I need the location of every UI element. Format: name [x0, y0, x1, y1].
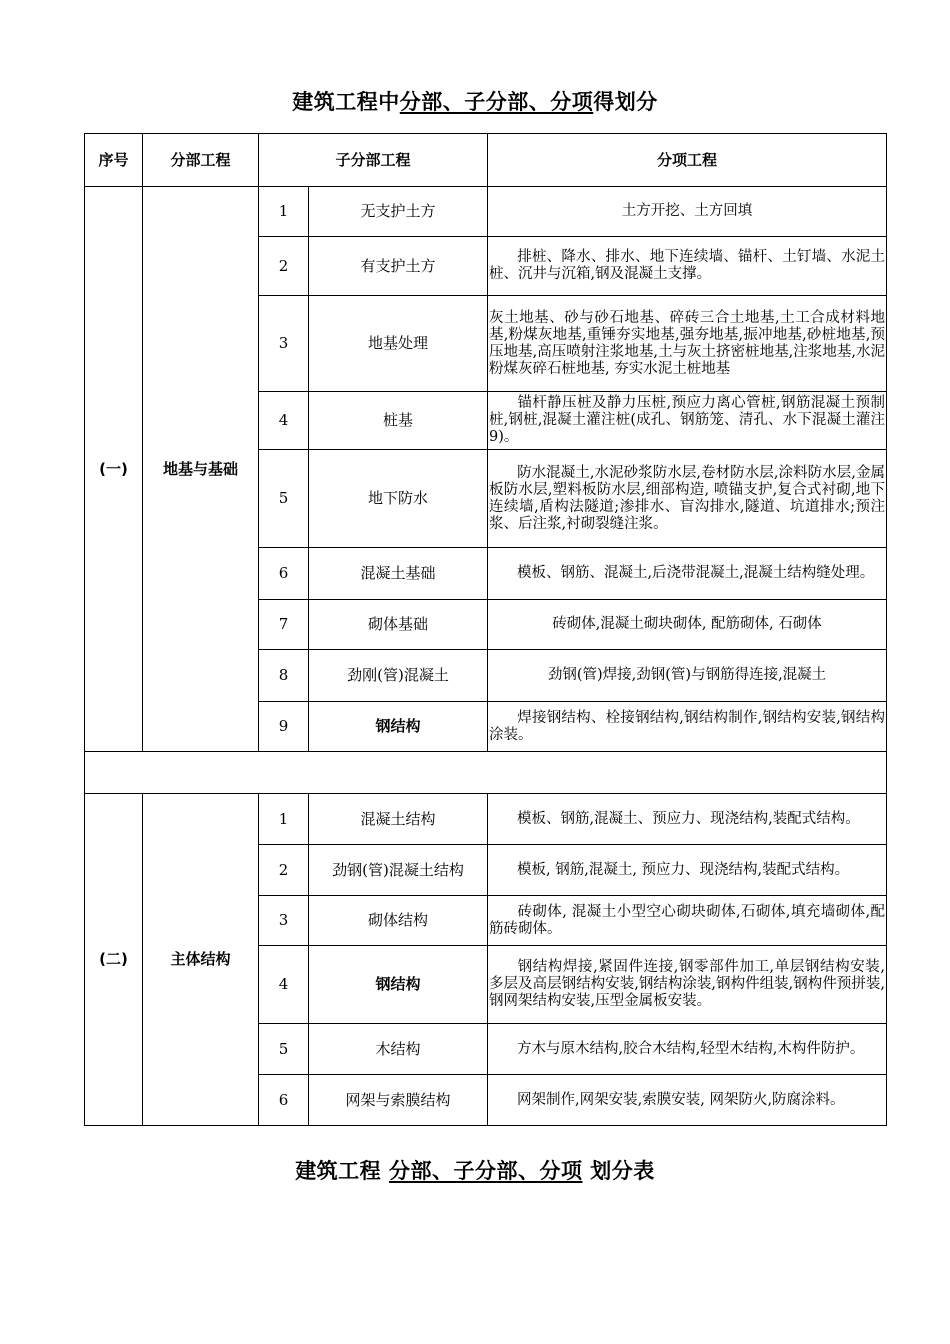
- row-number: 2: [259, 237, 309, 296]
- items-text: 防水混凝土,水泥砂浆防水层,卷材防水层,涂料防水层,金属板防水层,塑料板防水层,细部构造, 喷锚支护,复合式衬砌,地下连续墙,盾构法隧道;渗排水、盲沟排水,隧道、坑道排水;预注浆、后注浆,衬砌裂缝注浆。: [489, 464, 886, 532]
- subdivision-name: 砌体基础: [309, 600, 488, 650]
- items-cell: [488, 794, 887, 845]
- subdivision-name: 钢结构: [309, 946, 488, 1024]
- section-number: (一): [85, 187, 143, 752]
- subdivision-name: 地基处理: [309, 296, 488, 392]
- items-text: 焊接钢结构、栓接钢结构,钢结构制作,钢结构安装,钢结构涂装。: [489, 709, 886, 743]
- row-number: 3: [259, 896, 309, 946]
- items-text: 砖砌体,混凝土砌块砌体, 配筋砌体, 石砌体: [488, 600, 887, 650]
- title-part2: 分部、子分部、分项: [399, 90, 594, 114]
- division-table: [84, 133, 887, 1126]
- items-text: 排桩、降水、排水、地下连续墙、锚杆、土钉墙、水泥土桩、沉井与沉箱,钢及混凝土支撑。: [489, 249, 886, 282]
- items-cell: [488, 1024, 887, 1075]
- items-cell: [488, 237, 887, 296]
- row-number: 5: [259, 450, 309, 548]
- items-cell: [488, 896, 887, 946]
- header-subdivision: 子分部工程: [259, 134, 488, 187]
- header-row: [85, 134, 887, 187]
- items-cell: [488, 946, 887, 1024]
- header-items: 分项工程: [488, 134, 887, 187]
- header-no: 序号: [85, 134, 143, 187]
- row-number: 8: [259, 650, 309, 702]
- items-text: 土方开挖、土方回填: [488, 187, 887, 237]
- caption-part3: 划分表: [582, 1159, 655, 1183]
- row-number: 2: [259, 845, 309, 896]
- items-cell: [488, 548, 887, 600]
- title-part3: 得划分: [593, 90, 658, 114]
- subdivision-name: 木结构: [309, 1024, 488, 1075]
- subdivision-name: 砌体结构: [309, 896, 488, 946]
- row-number: 4: [259, 946, 309, 1024]
- title-part1: 建筑工程中: [292, 90, 400, 114]
- empty-cell: [85, 752, 887, 794]
- header-division: 分部工程: [143, 134, 259, 187]
- caption-part1: 建筑工程: [295, 1159, 389, 1183]
- row-number: 1: [259, 794, 309, 845]
- items-text: 网架制作,网架安装,索膜安装, 网架防火,防腐涂料。: [517, 1091, 845, 1108]
- row-number: 4: [259, 392, 309, 450]
- items-text: 模板、钢筋,混凝土、预应力、现浇结构,装配式结构。: [517, 810, 860, 827]
- items-text: 模板、钢筋、混凝土,后浇带混凝土,混凝土结构缝处理。: [517, 565, 875, 581]
- items-text: 锚杆静压桩及静力压桩,预应力离心管桩,钢筋混凝土预制桩,钢桩,混凝土灌注桩(成孔、钢筋笼、清孔、水下混凝土灌注9)。: [489, 395, 886, 445]
- items-text: 模板, 钢筋,混凝土, 预应力、现浇结构,装配式结构。: [517, 861, 850, 878]
- subdivision-name: 劲钢(管)混凝土结构: [309, 845, 488, 896]
- table-row: [85, 187, 887, 237]
- subdivision-name: 无支护土方: [309, 187, 488, 237]
- table-caption: [0, 1155, 950, 1185]
- items-text: 劲钢(管)焊接,劲钢(管)与钢筋得连接,混凝土: [488, 650, 887, 702]
- row-number: 3: [259, 296, 309, 392]
- subdivision-name: 劲刚(管)混凝土: [309, 650, 488, 702]
- row-number: 6: [259, 1075, 309, 1126]
- page-title: [0, 86, 950, 116]
- row-number: 6: [259, 548, 309, 600]
- section-name: 地基与基础: [143, 187, 259, 752]
- caption-part2: 分部、子分部、分项: [389, 1159, 583, 1183]
- items-text: 钢结构焊接,紧固件连接,钢零部件加工,单层钢结构安装, 多层及高层钢结构安装,钢结构涂装,钢构件组装,钢构件预拼装,钢网架结构安装,压型金属板安装。: [489, 959, 886, 1009]
- items-text: 方木与原木结构,胶合木结构,轻型木结构,木构件防护。: [517, 1040, 865, 1057]
- subdivision-name: 地下防水: [309, 450, 488, 548]
- subdivision-name: 混凝土结构: [309, 794, 488, 845]
- row-number: 5: [259, 1024, 309, 1075]
- row-number: 1: [259, 187, 309, 237]
- items-cell: [488, 450, 887, 548]
- spacer-row: [85, 752, 887, 794]
- items-cell: [488, 1075, 887, 1126]
- subdivision-name: 有支护土方: [309, 237, 488, 296]
- items-text: 灰土地基、砂与砂石地基、碎砖三合土地基,土工合成材料地基,粉煤灰地基,重锤夯实地基,强夯地基,振冲地基,砂桩地基,预压地基,高压喷射注浆地基,土与灰土挤密桩地基,注浆地基,水泥粉煤灰碎石桩地基, 夯实水泥土桩地基: [488, 296, 887, 392]
- section-number: (二): [85, 794, 143, 1126]
- items-cell: [488, 392, 887, 450]
- row-number: 9: [259, 702, 309, 752]
- subdivision-name: 网架与索膜结构: [309, 1075, 488, 1126]
- table-row: [85, 794, 887, 845]
- subdivision-name: 桩基: [309, 392, 488, 450]
- items-text: 砖砌体, 混凝土小型空心砌块砌体,石砌体,填充墙砌体,配筋砖砌体。: [489, 903, 886, 937]
- section-name: 主体结构: [143, 794, 259, 1126]
- row-number: 7: [259, 600, 309, 650]
- items-cell: [488, 845, 887, 896]
- subdivision-name: 钢结构: [309, 702, 488, 752]
- items-cell: [488, 702, 887, 752]
- subdivision-name: 混凝土基础: [309, 548, 488, 600]
